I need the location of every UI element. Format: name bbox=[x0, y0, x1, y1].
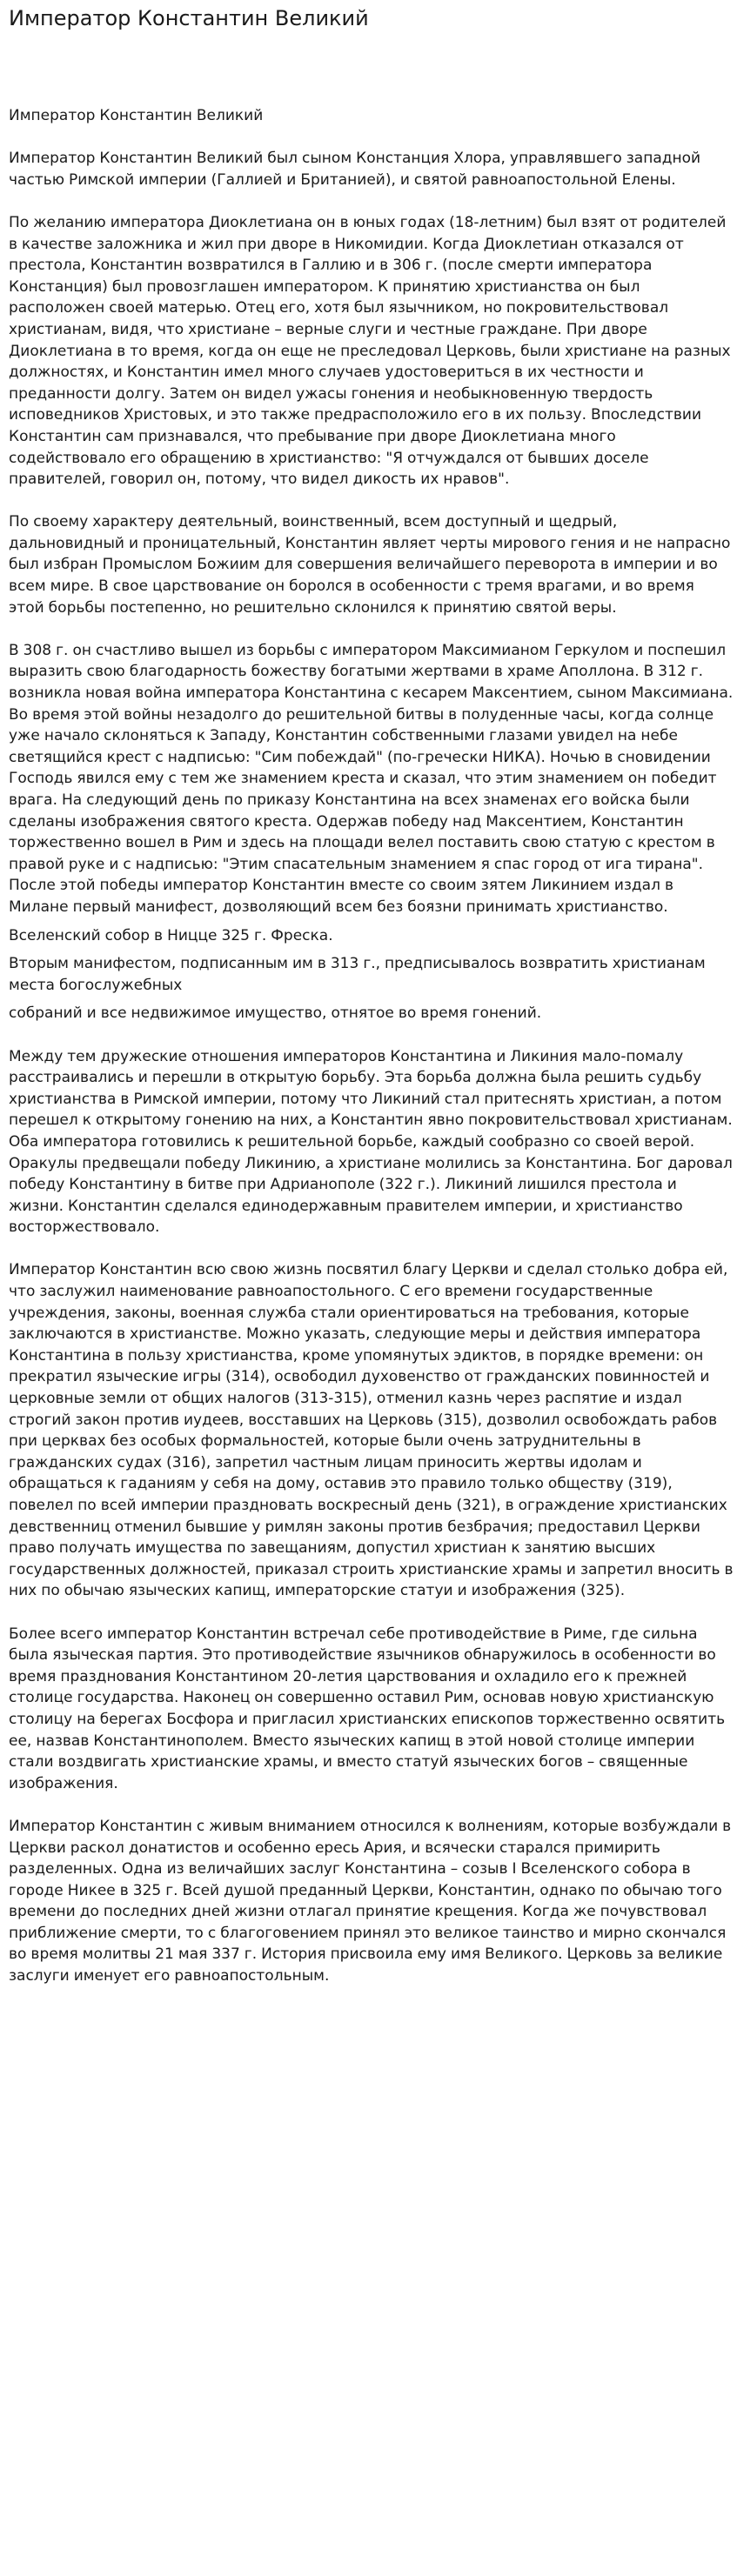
article-paragraph: По своему характеру деятельный, воинственный, всем доступный и щедрый, дальновидный и проницательный, Константин являет черты мирового гения и не напрасно был избран Промыслом Божиим для совершения величайшего переворота в империи и во всем мире. В свое царствование он боролся в особенности с тремя врагами, и во время этой борьбы постепенно, но решительно склонился к принятию святой веры. bbox=[9, 513, 731, 617]
page-title: Император Константин Великий bbox=[9, 6, 369, 30]
article-paragraph: Император Константин Великий был сыном Констанция Хлора, управлявшего западной частью Римской империи (Галлией и Британией), и святой равноапостольной Елены. bbox=[9, 150, 701, 189]
article-heading: Император Константин Великий bbox=[9, 107, 264, 124]
article-paragraph: собраний и все недвижимое имущество, отнятое во время гонений. bbox=[9, 1004, 542, 1023]
article-paragraph: По желанию императора Диоклетиана он в юных годах (18-летним) был взят от родителей в качестве заложника и жил при дворе в Никомидии. Когда Диоклетиан отказался от престола, Константин возвратился в Галлию и в 306 г. (после смерти императора Констанция) был провозглашен императором. К принятию христианства он был расположен своей матерью. Отец его, хотя был язычником, но покровительствовал христианам, видя, что христиане – верные слуги и честные граждане. При дворе Диоклетиана в то время, когда он еще не преследовал Церковь, были христиане на разных должностях, и Константин имел много случаев удостовериться в их честности и преданности долгу. Затем он видел ужасы гонения и необыкновенную твердость исповедников Христовых, и это также предрасположило его в их пользу. Впоследствии Константин сам признавался, что пребывание при дворе Диоклетиана много содействовало его обращению в христианство: "Я отчуждался от бывших доселе правителей, говорил он, потому, что видел дикость их нравов". bbox=[9, 213, 731, 489]
article-body bbox=[9, 105, 734, 1987]
article-paragraph: Более всего император Константин встречал себе противодействие в Риме, где сильна была языческая партия. Это противодействие язычников обнаружилось в особенности во время празднования Константином 20-летия царствования и охладило его к прежней столице государства. Наконец он совершенно оставил Рим, основав новую христианскую столицу на берегах Босфора и пригласил христианских епископов торжественно освятить ее, назвав Константинополем. Вместо языческих капищ в этой новой столице империи стали воздвигать христианские храмы, и вместо статуй языческих богов – священные изображения. bbox=[9, 1625, 726, 1792]
article-paragraph: Император Константин с живым вниманием относился к волнениям, которые возбуждали в Церкви раскол донатистов и особенно ересь Ария, и всячески старался примирить разделенных. Одна из величайших заслуг Константина – созыв I Вселенского собора в городе Никее в 325 г. Всей душой преданный Церкви, Константин, однако по обычаю того времени до последних дней жизни отлагал принятие крещения. Когда же почувствовал приближение смерти, то с благоговением принял это великое таинство и мирно скончался во время молитвы 21 мая 337 г. История присвоила ему имя Великого. Церковь за великие заслуги именует его равноапостольным. bbox=[9, 1817, 732, 1985]
article-paragraph: Вторым манифестом, подписанным им в 313 г., предписывалось возвратить христианам места богослужебных bbox=[9, 955, 706, 994]
image-caption: Вселенский собор в Ницце 325 г. Фреска. bbox=[9, 926, 333, 944]
article-paragraph: Между тем дружеские отношения императоров Константина и Ликиния мало-помалу расстраивались и перешли в открытую борьбу. Эта борьба должна была решить судьбу христианства в Римской империи, потому что Ликиний стал притеснять христиан, а потом перешел к открытому гонению на них, а Константин явно покровительствовал христианам. Оба императора готовились к решительной борьбе, каждый сообразно со своей верой. Оракулы предвещали победу Ликинию, а христиане молились за Константина. Бог даровал победу Константину в битве при Адрианополе (322 г.). Ликиний лишился престола и жизни. Константин сделался единодержавным правителем империи, и христианство восторжествовало. bbox=[9, 1047, 733, 1237]
article-paragraph: Император Константин всю свою жизнь посвятил благу Церкви и сделал столько добра ей, что заслужил наименование равноапостольного. С его времени государственные учреждения, законы, военная служба стали ориентироваться на требования, которые заключаются в христианстве. Можно указать, следующие меры и действия императора Константина в пользу христианства, кроме упомянутых эдиктов, в порядке времени: он прекратил языческие игры (314), освободил духовенство от гражданских повинностей и церковные земли от общих налогов (313-315), отменил казнь через распятие и издал строгий закон против иудеев, восставших на Церковь (315), дозволил освобождать рабов при церквах без особых формальностей, которые были очень затруднительны в гражданских судах (316), запретил частным лицам приносить жертвы идолам и обращаться к гаданиям у себя на дому, оставив это правило только обществу (319), повелел по всей империи праздновать воскресный день (321), в ограждение христианских девственниц отменил бывшие у римлян законы против безбрачия; предоставил Церкви право получать имущества по завещаниям, допустил христиан к занятию высших государственных должностей, приказал строить христианские храмы и запретил вносить в них по обычаю языческих капищ, императорские статуи и изображения (325). bbox=[9, 1261, 734, 1600]
article-paragraph: В 308 г. он счастливо вышел из борьбы с императором Максимианом Геркулом и поспешил выразить свою благодарность божеству богатыми жертвами в храме Аполлона. В 312 г. возникла новая война императора Константина с кесарем Максентием, сыном Максимиана. Во время этой войны незадолго до решительной битвы в полуденные часы, когда солнце уже начало склоняться к Западу, Константин собственными глазами увидел на небе светящийся крест с надписью: "Сим побеждай" (по-гречески НИКА). Ночью в сновидении Господь явился ему с тем же знамением креста и сказал, что этим знамением он победит врага. На следующий день по приказу Константина на всех знаменах его войска были сделаны изображения святого креста. Одержав победу над Максентием, Константин торжественно вошел в Рим и здесь на площади велел поставить свою статую с крестом в правой руке и с надписью: "Этим спасательным знамением я спас город от ига тирана". После этой победы император Константин вместе со своим зятем Ликинием издал в Милане первый манифест, дозволяющий всем без боязни принимать христианство. bbox=[9, 641, 734, 916]
